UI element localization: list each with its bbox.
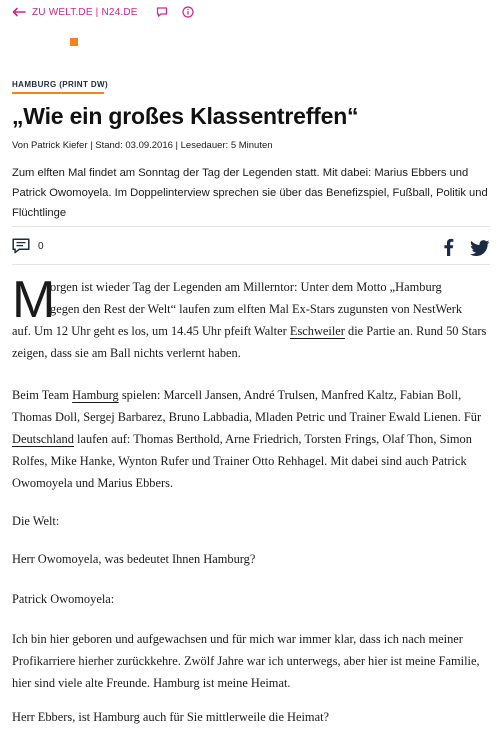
divider-bottom: [12, 264, 490, 265]
section-label[interactable]: HAMBURG (PRINT DW): [12, 80, 109, 89]
article-meta: Von Patrick Kiefer | Stand: 03.09.2016 | Lesedauer: 5 Minuten: [12, 140, 273, 151]
p2-mid: spielen: Marcell Jansen, André Trulsen, Manfred Kaltz, Fabian Boll, Thomas Doll, Sergej Barbarez, Bruno Labbadia, Mladen Petric und Trainer Ewald Lienen. Für: [12, 388, 482, 424]
article-lead: Zum elften Mal findet am Sonntag der Tag der Legenden statt. Mit dabei: Marius Ebbers und Patrick Owomoyela. Im Doppelinterview sprechen sie über das Benefizspiel, Fußball, Politik und Flüchtlinge: [12, 167, 488, 219]
twitter-icon[interactable]: [470, 240, 490, 256]
paragraph-question-1: Herr Owomoyela, was bedeutet Ihnen Hamburg?: [12, 552, 256, 566]
comment-count: 0: [38, 240, 44, 252]
comment-icon: [12, 238, 30, 254]
comments-button[interactable]: [12, 238, 44, 254]
p1-line-3: [12, 324, 486, 339]
paragraph-answer-1: Ich bin hier geboren und aufgewachsen und für mich war immer klar, dass ich nach meiner Profikarriere hierher zurückkehre. Zwölf Jahre war ich unterwegs, aber hier ist meine Familie, hier sind viele alte Freunde. Hamburg ist meine Heimat.: [12, 632, 480, 690]
paragraph-die-welt: Die Welt:: [12, 514, 60, 528]
info-icon[interactable]: [182, 6, 194, 18]
facebook-icon[interactable]: [441, 238, 455, 256]
link-hamburg[interactable]: Hamburg: [72, 388, 119, 402]
p1-line-2: gegen den Rest der Welt“ laufen zum elften Mal Ex-Stars zugunsten von NestWerk: [50, 302, 463, 316]
back-link[interactable]: [12, 7, 138, 18]
dropcap: M: [12, 271, 56, 329]
top-bar: [0, 0, 500, 24]
paragraph-speaker-1: Patrick Owomoyela:: [12, 592, 115, 606]
section-underline: [12, 92, 104, 94]
p1-line-3-text: auf. Um 12 Uhr geht es los, um 14.45 Uhr pfeift Walter: [12, 324, 287, 338]
link-eschweiler[interactable]: Eschweiler: [289, 324, 345, 338]
link-deutschland[interactable]: Deutschland: [12, 432, 74, 446]
article-headline: „Wie ein großes Klassentreffen“: [12, 103, 359, 129]
chat-icon[interactable]: [156, 6, 168, 18]
p2-post: laufen auf: Thomas Berthold, Arne Friedrich, Torsten Frings, Olaf Thon, Simon Rolfes, Mike Hanke, Wynton Rufer und Trainer Otto Rehhagel. Mit dabei sind auch Patrick Owomoyela und Marius Ebbers.: [12, 432, 472, 490]
paragraph-teams: [12, 384, 490, 494]
p2-pre: Beim Team: [12, 388, 70, 402]
paragraph-question-2: Herr Ebbers, ist Hamburg auch für Sie mittlerweile die Heimat?: [12, 710, 330, 724]
back-arrow-icon: [12, 7, 26, 17]
divider-top: [12, 226, 490, 227]
p1-line-3-rest: die Partie an. Rund 50 Stars: [348, 324, 487, 338]
p1-line-4: zeigen, dass sie am Ball nichts verlernt haben.: [12, 346, 241, 360]
p1-line-1: orgen ist wieder Tag der Legenden am Millerntor: Unter dem Motto „Hamburg: [50, 280, 442, 294]
brand-mark: [70, 38, 78, 46]
back-link-label: ZU WELT.DE | N24.DE: [32, 6, 138, 18]
